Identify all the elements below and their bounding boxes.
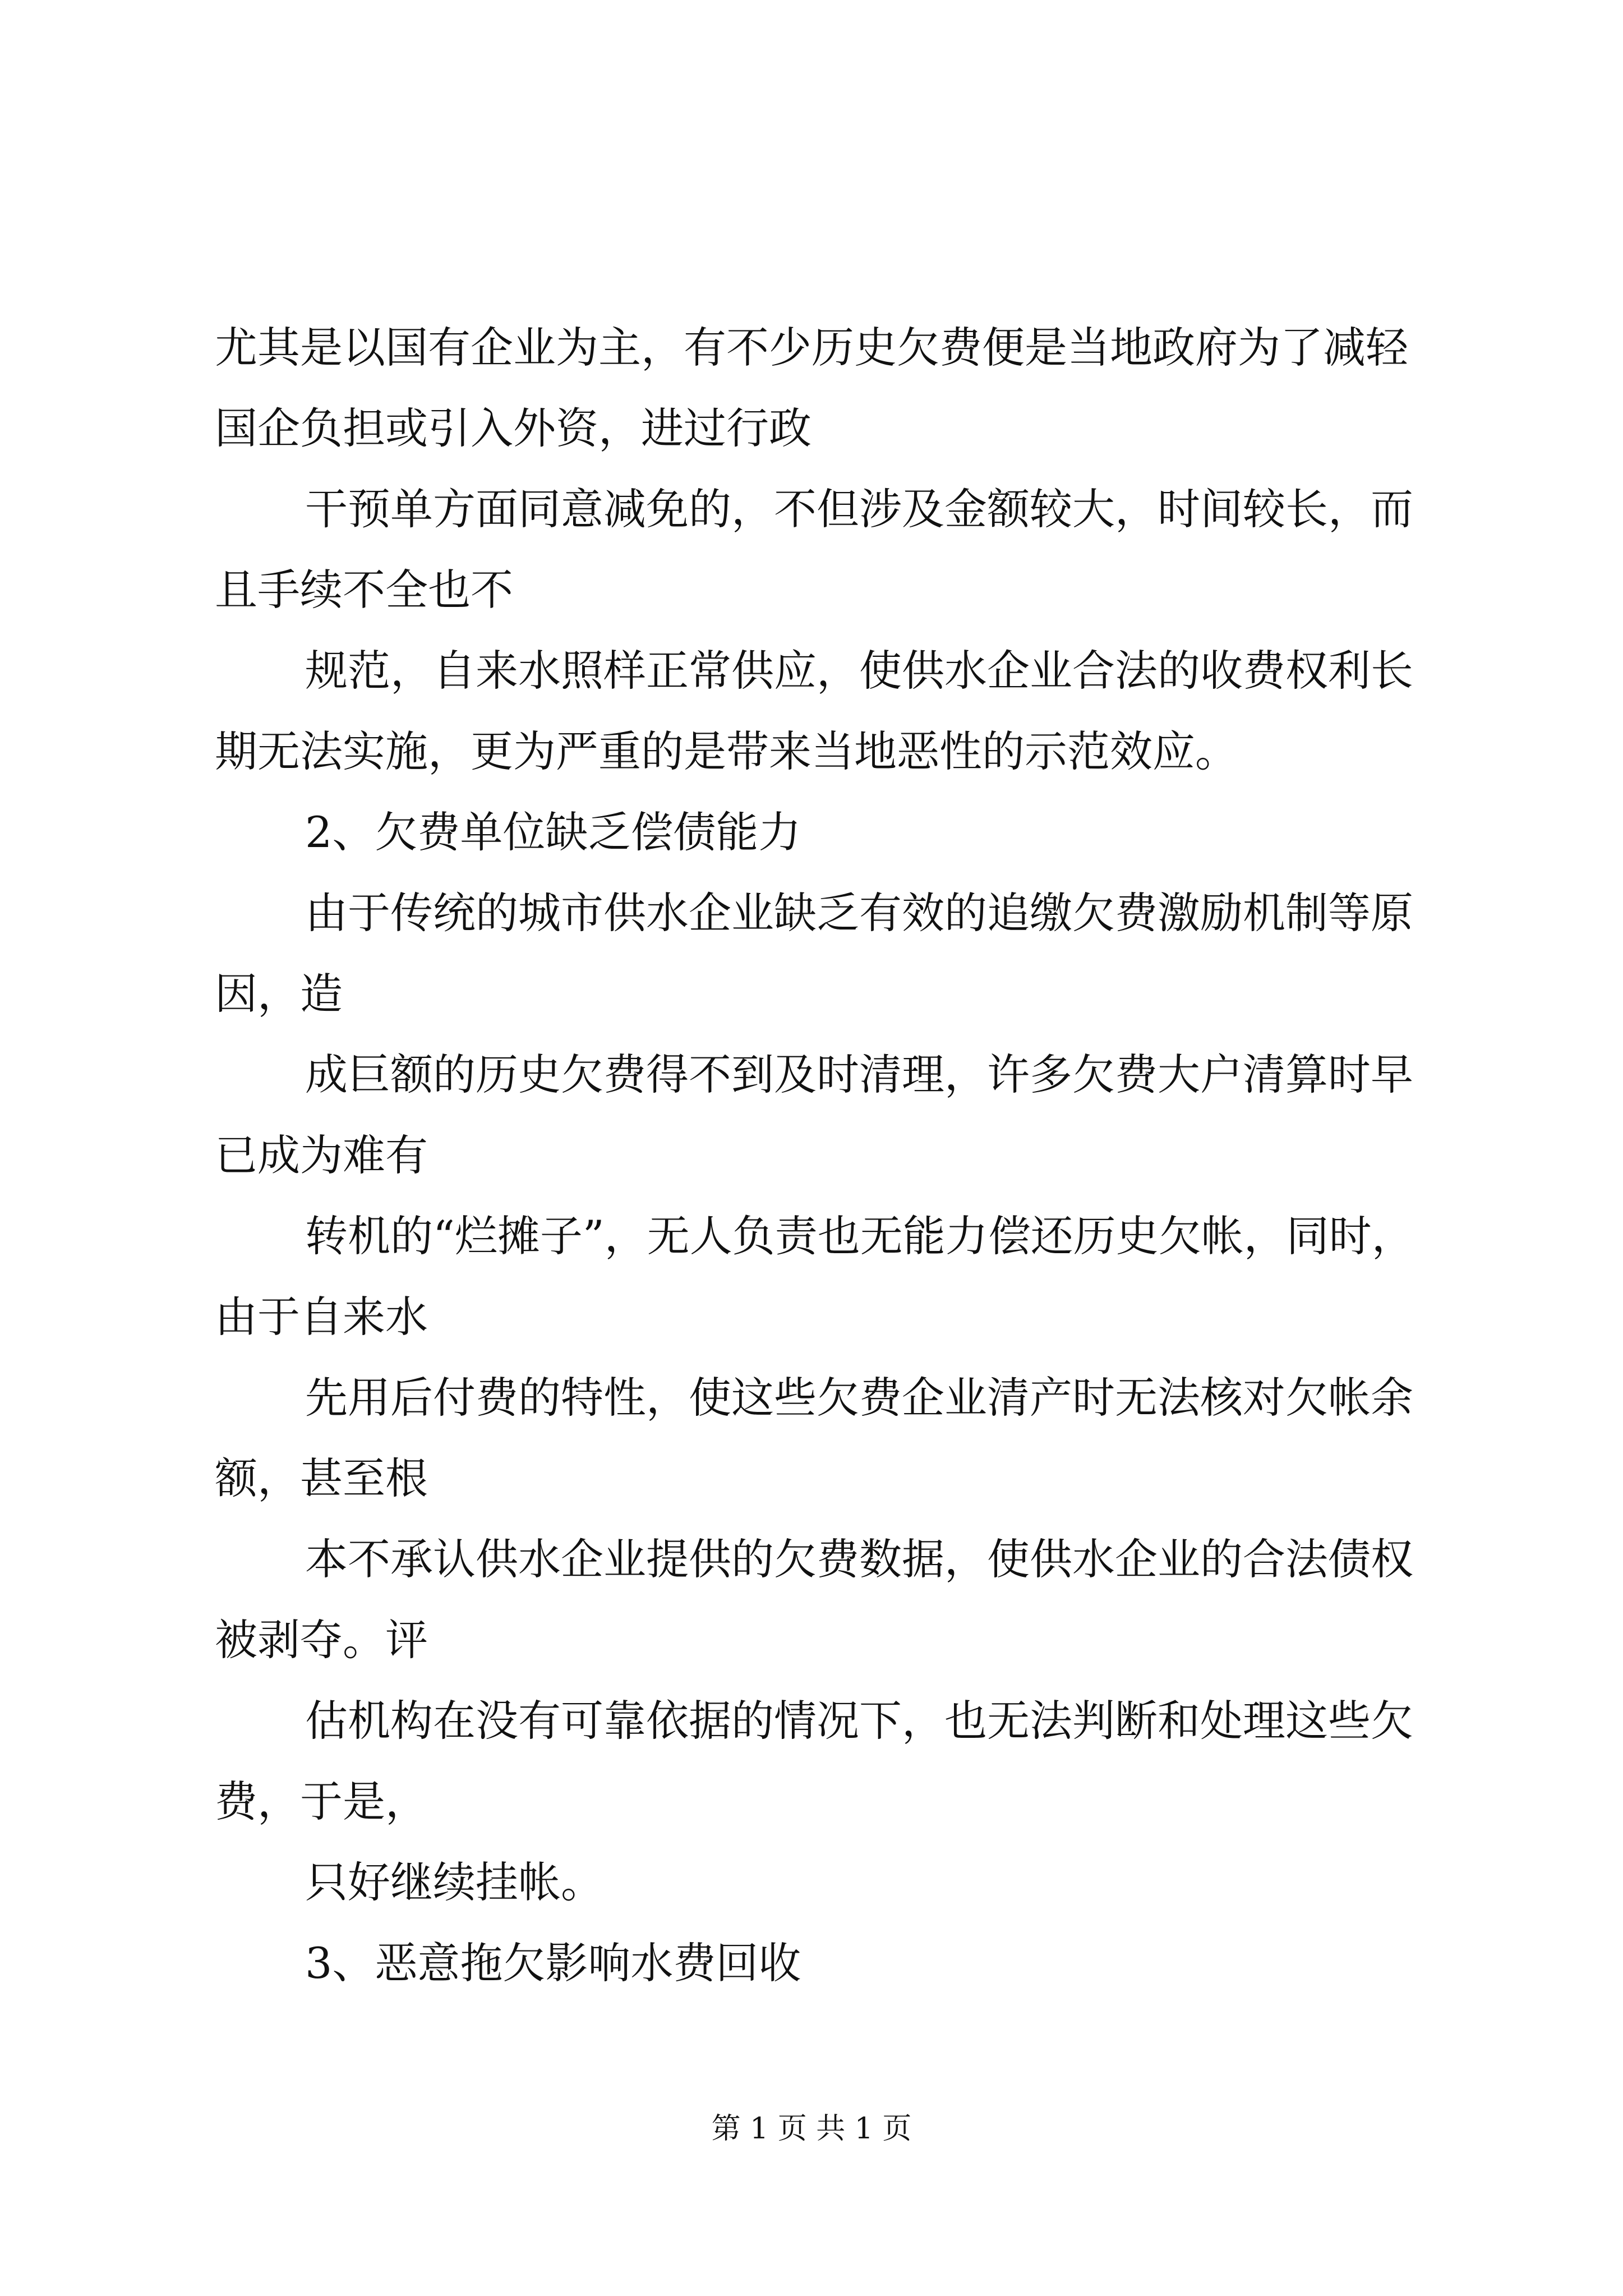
paragraph: 本不承认供水企业提供的欠费数据，使供水企业的合法债权被剥夺。评 xyxy=(215,1534,1413,1665)
paragraph: 估机构在没有可靠依据的情况下，也无法判断和处理这些欠费，于是， xyxy=(215,1696,1413,1826)
paragraph: 尤其是以国有企业为主，有不少历史欠费便是当地政府为了减轻国企负担或引入外资，进过行政 xyxy=(215,323,1408,453)
paragraph: 干预单方面同意减免的，不但涉及金额较大，时间较长，而且手续不全也不 xyxy=(215,484,1413,615)
section-heading: 2、欠费单位缺乏偿债能力 xyxy=(305,807,801,857)
document-body xyxy=(215,307,1426,2004)
paragraph: 成巨额的历史欠费得不到及时清理，许多欠费大户清算时早已成为难有 xyxy=(215,1050,1413,1180)
paragraph: 只好继续挂帐。 xyxy=(305,1857,603,1907)
section-heading: 3、恶意拖欠影响水费回收 xyxy=(305,1938,801,1988)
paragraph: 转机的“烂摊子”，无人负责也无能力偿还历史欠帐，同时，由于自来水 xyxy=(215,1211,1414,1342)
paragraph: 由于传统的城市供水企业缺乏有效的追缴欠费激励机制等原因，造 xyxy=(215,888,1413,1019)
paragraph: 规范，自来水照样正常供应，使供水企业合法的收费权利长期无法实施，更为严重的是带来当地恶性的示范效应。 xyxy=(215,646,1413,776)
paragraph: 先用后付费的特性，使这些欠费企业清产时无法核对欠帐余额，甚至根 xyxy=(215,1373,1413,1503)
page-number-footer: 第 1 页 共 1 页 xyxy=(711,2112,912,2146)
